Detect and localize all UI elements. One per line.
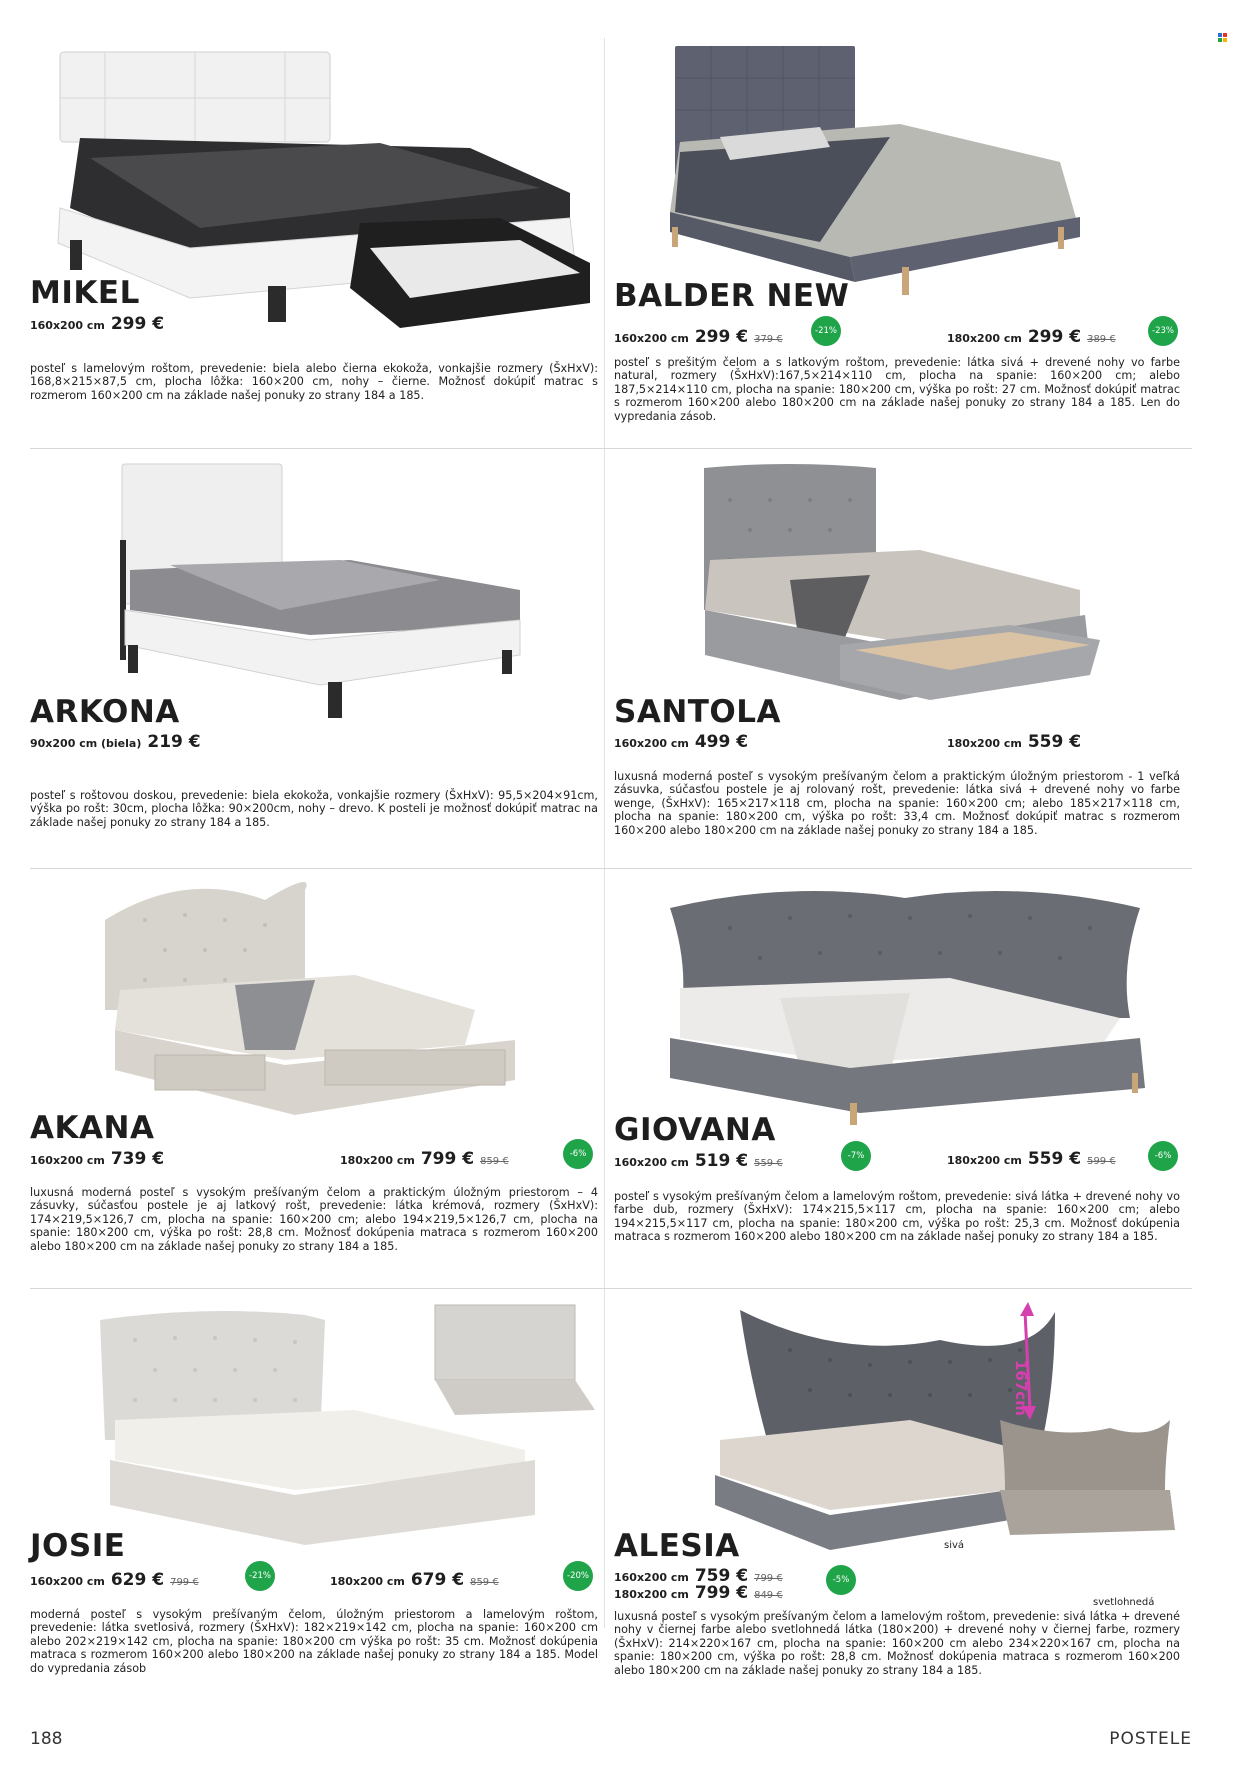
josie-bed-image bbox=[95, 1300, 595, 1550]
mikel-price-160 bbox=[30, 314, 164, 334]
balder-price-160 bbox=[614, 327, 783, 347]
old-price: 849 € bbox=[754, 1590, 783, 1601]
giovana-price-180 bbox=[947, 1149, 1116, 1169]
size-label: 160x200 cm bbox=[30, 1575, 105, 1588]
old-price: 599 € bbox=[1087, 1156, 1116, 1167]
size-label: 160x200 cm bbox=[30, 1154, 105, 1167]
old-price: 859 € bbox=[470, 1577, 499, 1588]
alesia-height-label: 167cm bbox=[1012, 1360, 1030, 1416]
old-price: 379 € bbox=[754, 334, 783, 345]
size-label: 180x200 cm bbox=[947, 1154, 1022, 1167]
akana-discount-badge-180: -6% bbox=[563, 1139, 593, 1169]
josie-description: moderná posteľ s vysokým prešívaným čelom, úložným priestorom a lamelovým roštom, prevedenie: látka svetlosivá, rozmery (ŠxHxV): 182×219×142 cm, plocha na spanie: 160×200 cm alebo 202×219×142 cm, plocha na spanie: 180×200 cm výška po rošt: 35 cm. Možnosť dokúpenia matraca s rozmerom 160×200 alebo 180×200 na základe našej ponuky zo strany 184 a 185. Model do vypredania zásob bbox=[30, 1608, 598, 1675]
old-price: 799 € bbox=[170, 1577, 199, 1588]
alesia-name: ALESIA bbox=[614, 1528, 740, 1564]
arkona-bed-image bbox=[110, 460, 530, 725]
balder-description: posteľ s prešitým čelom a s latkovým roštom, prevedenie: látka sivá + drevené nohy vo farbe natural, rozmery (ŠxHxV):167,5×214×110 cm, plocha na spanie: 160×200 cm; alebo 187,5×214×110 cm, plocha na spanie: 180×200 cm, výška po rošt: 27 cm. Možnosť dokúpiť matrac s rozmerom 160×200 alebo 180×200 cm na základe našej ponuky zo strany 184 a 185. Len do vypredania zásob. bbox=[614, 356, 1180, 423]
price: 799 € bbox=[420, 1149, 475, 1169]
old-price: 559 € bbox=[754, 1158, 783, 1169]
santola-price-160 bbox=[614, 732, 748, 752]
giovana-name: GIOVANA bbox=[614, 1112, 776, 1148]
balder-name: BALDER NEW bbox=[614, 278, 850, 314]
josie-price-180 bbox=[330, 1570, 499, 1590]
size-label: 180x200 cm bbox=[947, 332, 1022, 345]
akana-description: luxusná moderná posteľ s vysokým prešívaným čelom a praktickým úložným priestorom – 4 zásuvky, súčasťou postele je aj latkový rošt, prevedenie: látka krémová, rozmery (ŠxHxV): 174×219,5×126,7 cm, plocha na spanie: 160×200 cm; alebo 194×219,5×126,7 cm, plocha na spanie: 180×200 cm, výška po rošt: 28,8 cm. Možnosť dokúpenia matraca s rozmerom 160×200 alebo 180×200 cm na základe našej ponuky zo strany 184 a 185. bbox=[30, 1186, 598, 1253]
akana-bed-image bbox=[95, 880, 550, 1130]
row-divider bbox=[30, 868, 1192, 869]
price: 799 € bbox=[694, 1583, 749, 1603]
price: 559 € bbox=[1027, 732, 1082, 752]
akana-name: AKANA bbox=[30, 1110, 155, 1146]
alesia-bed-image bbox=[710, 1300, 1180, 1560]
akana-price-180 bbox=[340, 1149, 509, 1169]
row-divider bbox=[30, 1288, 1192, 1289]
balder-bed-image bbox=[660, 42, 1150, 297]
size-label: 160x200 cm bbox=[614, 1156, 689, 1169]
santola-description: luxusná moderná posteľ s vysokým prešívaným čelom a praktickým úložným priestorom - 1 veľká zásuvka, súčasťou postele je aj rolovaný rošt, prevedenie: látka sivá + drevené nohy vo farbe wenge, (ŠxHxV): 165×217×118 cm, plocha na spanie: 160×200 cm; alebo 185×217×118 cm, plocha na spanie: 180×200 cm, výška po rošt: 33,4 cm. Možnosť dokúpiť matrac s rozmerom 160×200 alebo 180×200 cm na základe našej ponuky zo strany 184 a 185. bbox=[614, 770, 1180, 837]
price: 499 € bbox=[694, 732, 749, 752]
josie-discount-badge-180: -20% bbox=[563, 1561, 593, 1591]
size-label: 180x200 cm bbox=[330, 1575, 405, 1588]
giovana-description: posteľ s vysokým prešívaným čelom a lamelovým roštom, prevedenie: sivá látka + drevené nohy vo farbe dub, rozmery (ŠxHxV): 174×215,5×117 cm, plocha na spanie: 160×200 cm; alebo 194×215,5×117 cm, plocha na spanie: 180×200 cm, výška po rošt: 25,3 cm. Možnosť dokúpenia matraca s rozmerom 160×200 alebo 180×200 cm na základe našej ponuky zo strany 184 a 185. bbox=[614, 1190, 1180, 1244]
page-number: 188 bbox=[30, 1729, 63, 1749]
arkona-name: ARKONA bbox=[30, 694, 180, 730]
balder-discount-badge-180: -23% bbox=[1148, 316, 1178, 346]
brand-logo bbox=[1218, 33, 1227, 42]
price: 679 € bbox=[410, 1570, 465, 1590]
balder-discount-badge-160: -21% bbox=[811, 316, 841, 346]
price: 299 € bbox=[110, 314, 165, 334]
giovana-price-160 bbox=[614, 1151, 783, 1171]
alesia-description: luxusná posteľ s vysokým prešívaným čelom a lamelovým roštom, prevedenie: sivá látka + drevené nohy v čiernej farbe alebo svetlohnedá látka (180×200) + drevené nohy v čiernej farbe, rozmery (ŠxHxV): 214×220×167 cm, plocha na spanie: 160×200 cm alebo 234×220×167 cm, plocha na spanie: 180×200 cm, výška po rošt: 28,8 cm. Možnosť dokúpenia matraca s rozmerom 160×200 alebo 180×200 cm na základe našej ponuky zo strany 184 a 185. bbox=[614, 1610, 1180, 1677]
arkona-price bbox=[30, 732, 201, 752]
price: 299 € bbox=[1027, 327, 1082, 347]
size-label: 180x200 cm bbox=[947, 737, 1022, 750]
size-label: 160x200 cm bbox=[614, 1571, 689, 1584]
balder-price-180 bbox=[947, 327, 1116, 347]
alesia-discount-badge: -5% bbox=[826, 1565, 856, 1595]
price: 629 € bbox=[110, 1570, 165, 1590]
alesia-color-brown-label: svetlohnedá bbox=[1093, 1597, 1155, 1608]
section-title: POSTELE bbox=[1109, 1729, 1192, 1749]
price: 519 € bbox=[694, 1151, 749, 1171]
size-label: 90x200 cm (biela) bbox=[30, 737, 142, 750]
santola-price-180 bbox=[947, 732, 1081, 752]
giovana-discount-badge-180: -6% bbox=[1148, 1141, 1178, 1171]
old-price: 799 € bbox=[754, 1573, 783, 1584]
arkona-description: posteľ s roštovou doskou, prevedenie: biela ekokoža, vonkajšie rozmery (ŠxHxV): 95,5×204×91cm, výška po rošt: 30cm, plocha lôžka: 90×200cm, nohy – drevo. K posteli je možnosť dokúpiť matrac na základe našej ponuky zo strany 184 a 185. bbox=[30, 789, 598, 829]
mikel-description: posteľ s lamelovým roštom, prevedenie: biela alebo čierna ekokoža, vonkajšie rozmery (ŠxHxV): 168,8×215×87,5 cm, plocha lôžka: 160×200 cm, nohy – čierne. Možnosť dokúpiť matrac s rozmerom 160×200 cm na základe našej ponuky zo strany 184 a 185. bbox=[30, 362, 598, 402]
size-label: 160x200 cm bbox=[30, 319, 105, 332]
price: 299 € bbox=[694, 327, 749, 347]
josie-name: JOSIE bbox=[30, 1528, 126, 1564]
josie-price-160 bbox=[30, 1570, 199, 1590]
giovana-bed-image bbox=[650, 888, 1160, 1128]
price: 739 € bbox=[110, 1149, 165, 1169]
price: 759 € bbox=[694, 1566, 749, 1586]
size-label: 160x200 cm bbox=[614, 737, 689, 750]
santola-name: SANTOLA bbox=[614, 694, 782, 730]
giovana-discount-badge-160: -7% bbox=[841, 1141, 871, 1171]
santola-bed-image bbox=[690, 460, 1130, 720]
old-price: 389 € bbox=[1087, 334, 1116, 345]
alesia-price-180 bbox=[614, 1583, 783, 1603]
alesia-color-grey-label: sivá bbox=[944, 1540, 965, 1551]
old-price: 859 € bbox=[480, 1156, 509, 1167]
column-divider bbox=[604, 38, 605, 1628]
size-label: 180x200 cm bbox=[340, 1154, 415, 1167]
josie-discount-badge-160: -21% bbox=[245, 1561, 275, 1591]
size-label: 160x200 cm bbox=[614, 332, 689, 345]
size-label: 180x200 cm bbox=[614, 1588, 689, 1601]
price: 559 € bbox=[1027, 1149, 1082, 1169]
mikel-name: MIKEL bbox=[30, 275, 140, 311]
price: 219 € bbox=[147, 732, 201, 752]
akana-price-160 bbox=[30, 1149, 164, 1169]
row-divider bbox=[30, 448, 1192, 449]
